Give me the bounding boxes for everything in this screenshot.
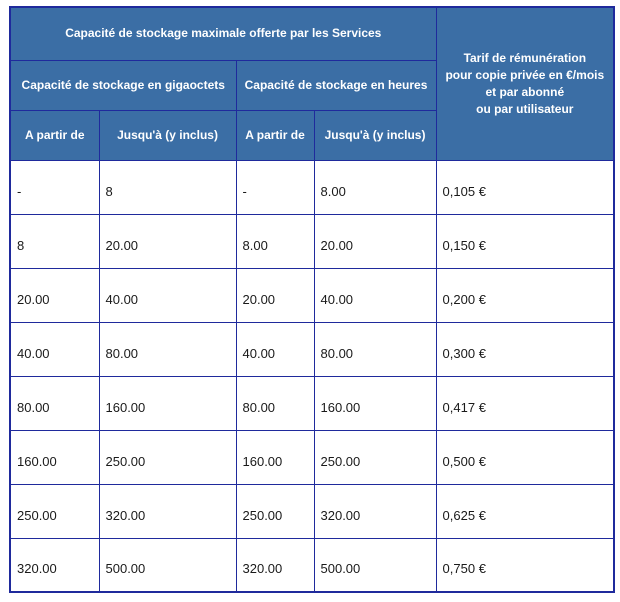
gb-from-header: A partir de xyxy=(10,110,99,160)
gb-to-cell: 320.00 xyxy=(99,484,236,538)
tarif-cell: 0,625 € xyxy=(436,484,614,538)
tarif-cell: 0,300 € xyxy=(436,322,614,376)
hours-to-cell: 40.00 xyxy=(314,268,436,322)
gb-from-cell: 160.00 xyxy=(10,430,99,484)
table-row xyxy=(10,538,614,592)
tarif-header-line: pour copie privée en €/mois xyxy=(445,67,605,82)
table-row xyxy=(10,430,614,484)
gb-from-cell: 8 xyxy=(10,214,99,268)
hours-from-cell: 250.00 xyxy=(236,484,314,538)
gb-to-cell: 250.00 xyxy=(99,430,236,484)
gb-from-cell: 250.00 xyxy=(10,484,99,538)
tarif-cell: 0,200 € xyxy=(436,268,614,322)
hours-to-cell: 8.00 xyxy=(314,160,436,214)
gb-to-header: Jusqu'à (y inclus) xyxy=(99,110,236,160)
tarif-cell: 0,105 € xyxy=(436,160,614,214)
tarif-cell: 0,417 € xyxy=(436,376,614,430)
gb-to-cell: 20.00 xyxy=(99,214,236,268)
hours-to-cell: 500.00 xyxy=(314,538,436,592)
gb-from-cell: 320.00 xyxy=(10,538,99,592)
tariff-table xyxy=(9,6,615,593)
table-row xyxy=(10,214,614,268)
gb-from-cell: 40.00 xyxy=(10,322,99,376)
hours-from-cell: - xyxy=(236,160,314,214)
hours-to-cell: 320.00 xyxy=(314,484,436,538)
gb-from-cell: 80.00 xyxy=(10,376,99,430)
gb-from-cell: 20.00 xyxy=(10,268,99,322)
hours-to-cell: 250.00 xyxy=(314,430,436,484)
hours-to-header: Jusqu'à (y inclus) xyxy=(314,110,436,160)
hours-to-cell: 80.00 xyxy=(314,322,436,376)
hours-from-cell: 20.00 xyxy=(236,268,314,322)
storage-capacity-group-header: Capacité de stockage maximale offerte par les Services xyxy=(10,7,436,60)
hours-from-cell: 8.00 xyxy=(236,214,314,268)
hours-from-cell: 320.00 xyxy=(236,538,314,592)
gb-to-cell: 160.00 xyxy=(99,376,236,430)
tarif-header-line: et par abonné xyxy=(485,84,565,99)
tarif-cell: 0,750 € xyxy=(436,538,614,592)
gb-to-cell: 40.00 xyxy=(99,268,236,322)
gb-from-cell: - xyxy=(10,160,99,214)
hours-header: Capacité de stockage en heures xyxy=(236,60,436,110)
hours-from-header: A partir de xyxy=(236,110,314,160)
table-row xyxy=(10,268,614,322)
gigabytes-header: Capacité de stockage en gigaoctets xyxy=(10,60,236,110)
tarif-header xyxy=(436,7,614,160)
tarif-cell: 0,500 € xyxy=(436,430,614,484)
table-row xyxy=(10,160,614,214)
hours-from-cell: 80.00 xyxy=(236,376,314,430)
hours-from-cell: 40.00 xyxy=(236,322,314,376)
hours-to-cell: 160.00 xyxy=(314,376,436,430)
table-row xyxy=(10,376,614,430)
table-row xyxy=(10,322,614,376)
hours-from-cell: 160.00 xyxy=(236,430,314,484)
tarif-header-line: Tarif de rémunération xyxy=(463,50,587,65)
gb-to-cell: 80.00 xyxy=(99,322,236,376)
gb-to-cell: 500.00 xyxy=(99,538,236,592)
table-row xyxy=(10,484,614,538)
gb-to-cell: 8 xyxy=(99,160,236,214)
hours-to-cell: 20.00 xyxy=(314,214,436,268)
tarif-header-line: ou par utilisateur xyxy=(476,101,574,116)
tarif-cell: 0,150 € xyxy=(436,214,614,268)
